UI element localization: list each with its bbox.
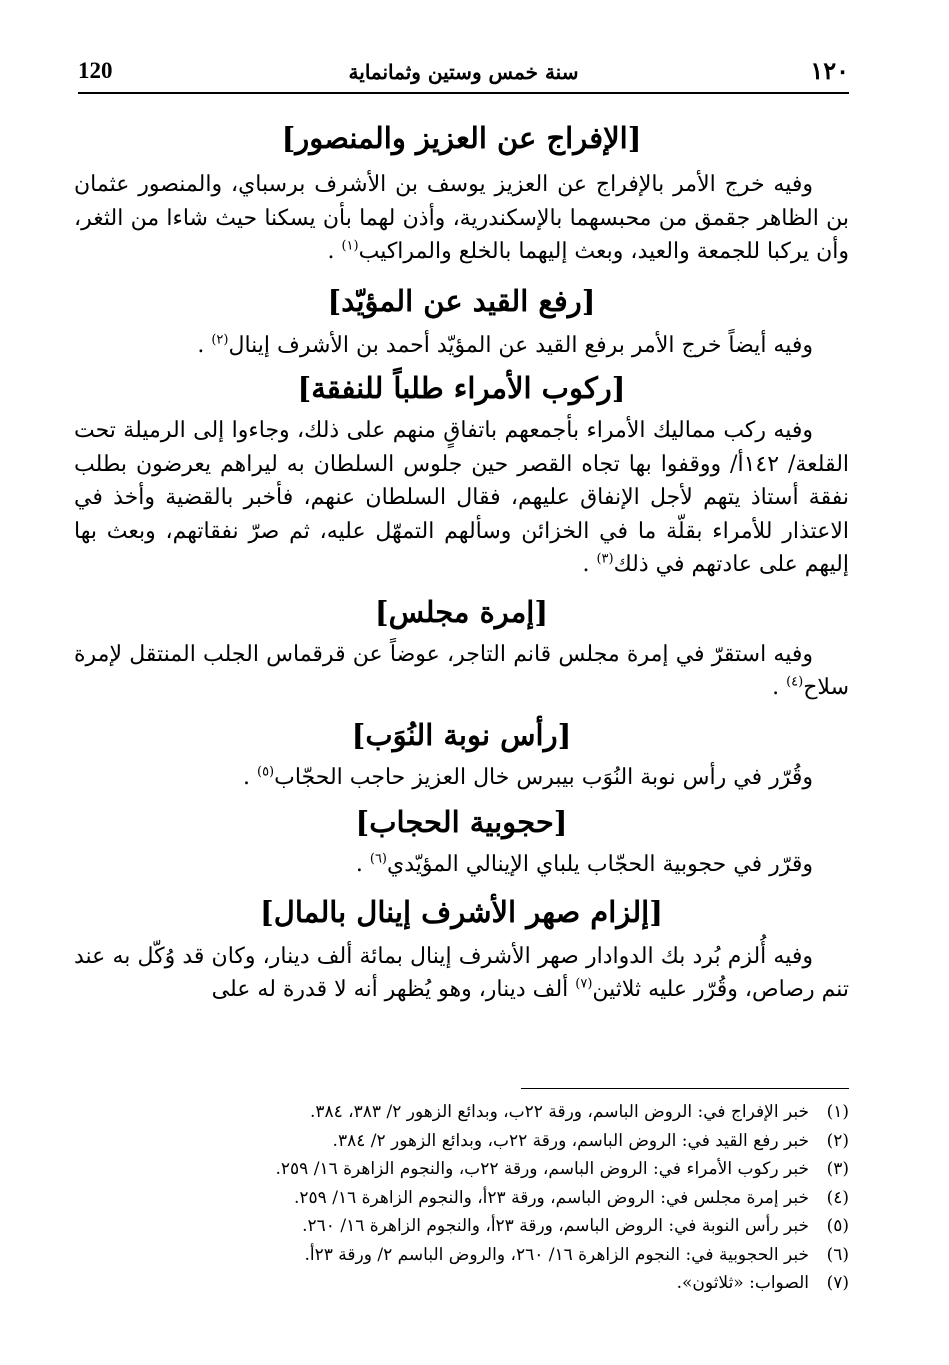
paragraph-text: وفيه ركب مماليك الأمراء بأجمعهم باتفاقٍ منهم على ذلك، وجاءوا إلى الرميلة تحت القلعة/ ١٤٢أ/ ووقفوا بها تجاه القصر حين جلوس السلطان به ليراهم يعرضون بطلب نفقة أستاذ يتهم لأجل الإنفاق عليهم، فقال السلطان عنهم، فأخبر بالقضية وأخذ في الاعتذار للأمراء بقلّة ما في الخزائن وسألهم التمهّل عليه، ثم صرّ نفقاتهم، وبعث بها إليهم على عادتهم في ذلك [74, 418, 850, 577]
section-heading: [رفع القيد عن المؤيّد] [327, 283, 596, 318]
paragraph-end: . [327, 239, 335, 264]
section-paragraph [74, 638, 849, 705]
footnote-text: خبر الحجوبية في: النجوم الزاهرة ١٦/ ٢٦٠، والروض الباسم ٢/ ورقة ٢٣أ. [304, 1244, 809, 1265]
paragraph-text: وفيه خرج الأمر بالإفراج عن العزيز يوسف بن الأشرف برسباي، والمنصور عثمان بن الظاهر جقمق من محبسهما بالإسكندرية، وأذن لهما بأن يسكنا حيث شاءا من الثغر، وأن يركبا للجمعة والعيد، وبعث إليهما بالخلع والمراكيب [74, 172, 849, 264]
section-paragraph [74, 940, 849, 1007]
paragraph-end: . [772, 675, 780, 700]
footnotes [100, 1098, 849, 1298]
paragraph-text: وفيه أُلزم بُرد بك الدوادار صهر الأشرف إينال بمائة ألف دينار، وكان قد وُكّل به عند تنم رصاص، وقُرّر عليه ثلاثين [74, 943, 849, 1002]
footnote [100, 1241, 849, 1270]
footnote-number: (٧) [826, 1273, 849, 1293]
paragraph-text-continued: ألف دينار، وهو يُظهر أنه لا قدرة له على [211, 977, 576, 1002]
page-number-arabic: ١٢٠ [810, 56, 849, 85]
footnote-number: (٢) [826, 1130, 849, 1151]
footnote [100, 1155, 849, 1184]
footnote-number: (٣) [826, 1159, 849, 1179]
section-heading: [الإفراج عن العزيز والمنصور] [281, 121, 642, 155]
footnote-ref[interactable]: (٤) [786, 674, 804, 690]
footnote [100, 1184, 849, 1213]
footnote-number: (٥) [826, 1216, 849, 1236]
footnote-number: (٤) [826, 1187, 849, 1208]
footnote [100, 1098, 849, 1127]
footnote-number: (١) [826, 1102, 849, 1122]
footnote-separator [521, 1088, 849, 1089]
section-paragraph [74, 414, 849, 582]
paragraph-end: . [582, 552, 590, 577]
footnote-text: خبر الإفراج في: الروض الباسم، ورقة ٢٢ب، وبدائع الزهور ٢/ ٣٨٣، ٣٨٤. [309, 1102, 809, 1122]
paragraph-text: وقُرّر في رأس نوبة النُوَب بيبرس خال العزيز حاجب الحجّاب [274, 764, 813, 790]
footnote-text: خبر رفع القيد في: الروض الباسم، ورقة ٢٢ب، وبدائع الزهور ٢/ ٣٨٤. [332, 1130, 809, 1151]
page-header [78, 52, 849, 94]
paragraph-text: وفيه استقرّ في إمرة مجلس قانم التاجر، عوضاً عن قرقماس الجلب المنتقل لإمرة سلاح [74, 641, 849, 700]
section-heading: [إلزام صهر الأشرف إينال بالمال] [260, 894, 663, 929]
page-number-latin: 120 [78, 58, 113, 83]
section-heading: [إمرة مجلس] [374, 594, 549, 629]
section-heading: [حجوبية الحجاب] [355, 805, 568, 839]
section-heading: [رأس نوبة النُوَب] [351, 717, 572, 752]
paragraph-end: . [197, 332, 205, 358]
footnote-ref[interactable]: (٣) [596, 551, 614, 567]
paragraph-text: وقرّر في حجوبية الحجّاب يلباي الإينالي المؤيّدي [387, 852, 813, 877]
footnote-text: خبر ركوب الأمراء في: الروض الباسم، ورقة ٢٢ب، والنجوم الزاهرة ١٦/ ٢٥٩. [275, 1159, 809, 1179]
section-paragraph [74, 848, 849, 882]
main-text [74, 110, 849, 1007]
footnote [100, 1127, 849, 1156]
footnote-ref[interactable]: (٥) [256, 764, 275, 780]
section-paragraph [74, 329, 849, 363]
section-heading: [ركوب الأمراء طلباً للنفقة] [297, 371, 626, 405]
footnote-text: خبر رأس النوبة في: الروض الباسم، ورقة ٢٣أ، والنجوم الزاهرة ١٦/ ٢٦٠. [302, 1216, 809, 1236]
section-paragraph [74, 168, 849, 269]
footnote-ref[interactable]: (٧) [575, 976, 593, 992]
paragraph-text: وفيه أيضاً خرج الأمر برفع القيد عن المؤيّد أحمد بن الأشرف إينال [228, 332, 813, 358]
footnote-number: (٦) [826, 1244, 849, 1265]
footnote-ref[interactable]: (١) [341, 238, 359, 254]
footnote-ref[interactable]: (٦) [369, 851, 387, 867]
footnote-text: الصواب: «ثلاثون». [676, 1273, 809, 1293]
section-paragraph [74, 761, 849, 795]
footnote [100, 1269, 849, 1298]
paragraph-end: . [355, 852, 363, 877]
paragraph-end: . [242, 764, 250, 790]
running-title: سنة خمس وستين وثمانماية [348, 60, 579, 84]
footnote [100, 1212, 849, 1241]
footnote-ref[interactable]: (٢) [211, 332, 229, 348]
footnote-text: خبر إمرة مجلس في: الروض الباسم، ورقة ٢٣أ، والنجوم الزاهرة ١٦/ ٢٥٩. [293, 1187, 809, 1208]
